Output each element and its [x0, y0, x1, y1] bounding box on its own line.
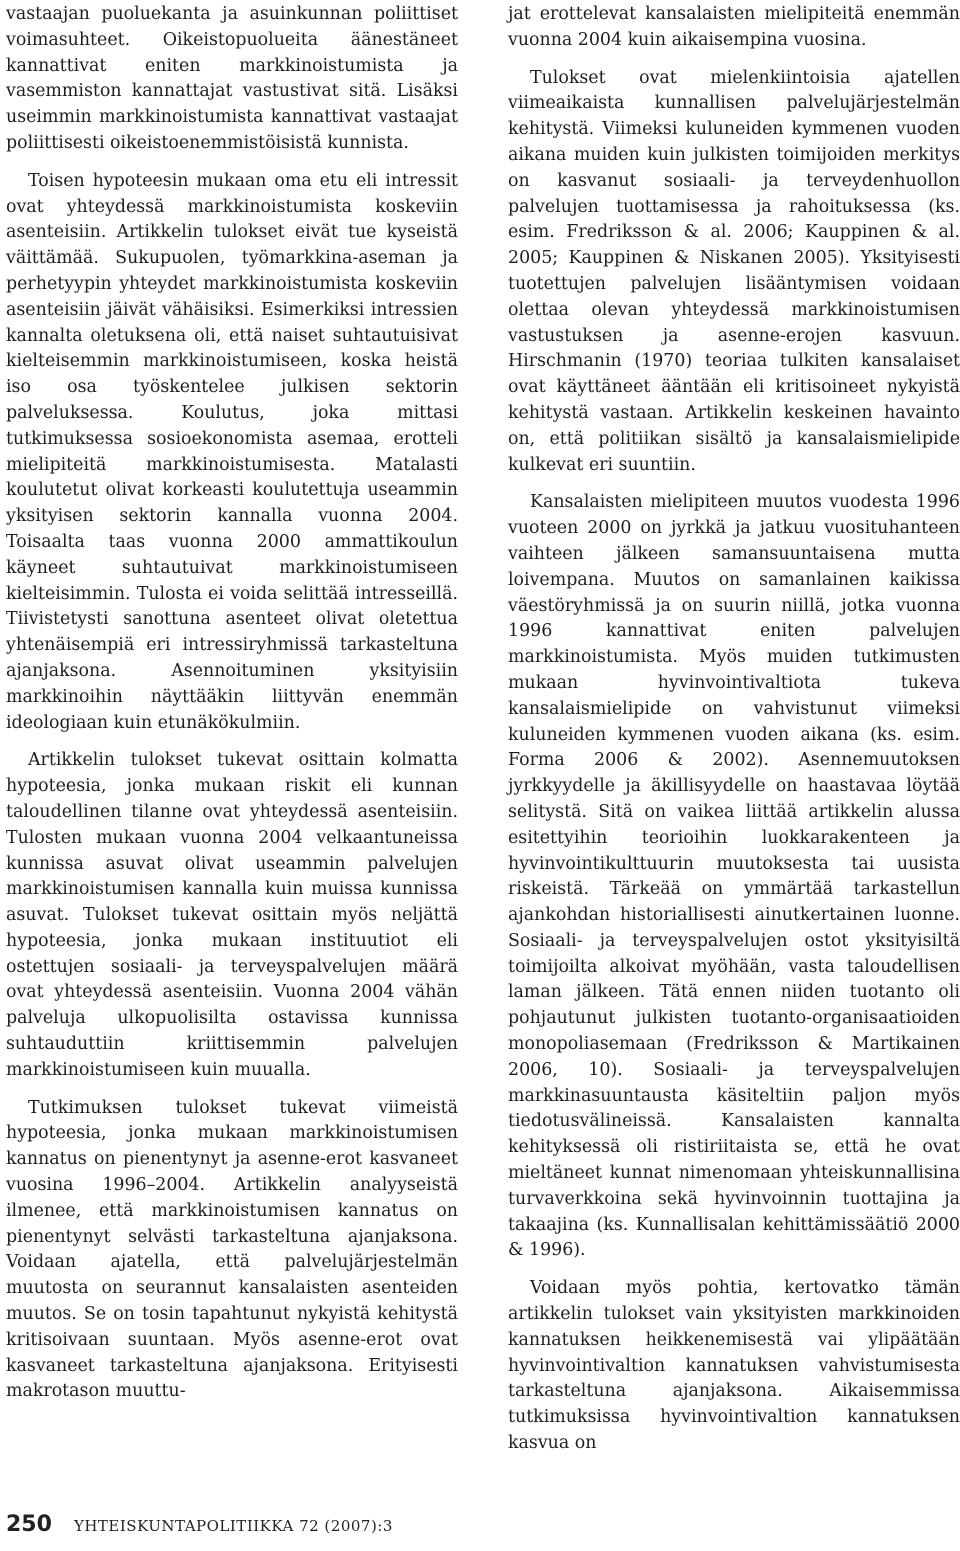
- right-text-column: [508, 2, 960, 1469]
- paragraph: Voidaan myös pohtia, kertovatko tämän artikkelin tulokset vain yksityisten markkinoiden kannatuksen heikkenemisestä vai ylipäätään hyvinvointivaltion kannatuksen vahvistumisesta tarkasteltuna ajanjaksona. Aikaisemmissa tutkimuksissa hyvinvointivaltion kannatuksen kasvua on: [508, 1278, 960, 1454]
- paragraph: jat erottelevat kansalaisten mielipiteitä enemmän vuonna 2004 kuin aikaisempina vuosina.: [508, 4, 960, 50]
- paragraph: Tutkimuksen tulokset tukevat viimeistä hypoteesia, jonka mukaan markkinoistumisen kannatus on pienentynyt ja asenne-erot kasvaneet vuosina 1996–2004. Artikkelin analyyseistä ilmenee, että markkinoistumisen kannatus on pienentynyt selvästi tarkasteltuna ajanjaksona. Voidaan ajatella, että palvelujärjestelmän muutosta on seurannut kansalaisten asenteiden muutos. Se on tosin tapahtunut nykyistä kehitystä kritisoivaan suuntaan. Myös asenne-erot ovat kasvaneet tarkasteltuna ajanjaksona. Erityisesti makrotason muuttu-: [6, 1097, 458, 1402]
- journal-name: YHTEISKUNTAPOLITIIKKA 72 (2007):3: [73, 1517, 393, 1535]
- left-text-column: [6, 2, 458, 1417]
- page-number: 250: [6, 1512, 52, 1537]
- paragraph: Artikkelin tulokset tukevat osittain kolmatta hypoteesia, jonka mukaan riskit eli kunnan taloudellinen tilanne ovat yhteydessä asenteisiin. Tulosten mukaan vuonna 2004 velkaantuneissa kunnissa asuvat olivat useammin palvelujen markkinoistumisen kannalla kuin muissa kunnissa asuvat. Tulokset tukevat osittain myös neljättä hypoteesia, jonka mukaan instituutiot eli ostettujen sosiaali- ja terveyspalvelujen määrä ovat yhteydessä asenteisiin. Vuonna 2004 vähän palveluja ulkopuolisilta ostavissa kunnissa suhtauduttiin kriittisemmin palvelujen markkinoistumiseen kuin muualla.: [6, 750, 458, 1080]
- paragraph: Tulokset ovat mielenkiintoisia ajatellen viimeaikaista kunnallisen palvelujärjestelmän kehitystä. Viimeksi kuluneiden kymmenen vuoden aikana muiden kuin julkisten toimijoiden merkitys on kasvanut sosiaali- ja terveydenhuollon palvelujen tuottamisessa ja rahoituksessa (ks. esim. Fredriksson & al. 2006; Kauppinen & al. 2005; Kauppinen & Niskanen 2005). Yksityisesti tuotettujen palvelujen lisääntymisen voidaan olettaa olevan yhteydessä markkinoistumisen vastustuksen ja asenne-erojen kasvuun. Hirschmanin (1970) teoriaa tulkiten kansalaiset ovat käyttäneet ääntään eli kritisoineet nykyistä kehitystä vastaan. Artikkelin keskeinen havainto on, että politiikan sisältö ja kansalaismielipide kulkevat eri suuntiin.: [508, 67, 960, 475]
- paragraph: vastaajan puoluekanta ja asuinkunnan poliittiset voimasuhteet. Oikeistopuolueita äänestäneet kannattivat eniten markkinoistumista ja vasemmiston kannattajat vastustivat sitä. Lisäksi useimmin markkinoistumista kannattivat vastaajat poliittisesti oikeistoenemmistöisistä kunnista.: [6, 4, 458, 153]
- paragraph: Toisen hypoteesin mukaan oma etu eli intressit ovat yhteydessä markkinoistumista koskeviin asenteisiin. Artikkelin tulokset eivät tue kyseistä väittämää. Sukupuolen, työmarkkina-aseman ja perhetyypin yhteydet markkinoistumista koskeviin asenteisiin jäivät vähäisiksi. Esimerkiksi intressien kannalta oletuksena oli, että naiset suhtautuisivat kielteisemmin markkinoistumiseen, koska heistä iso osa työskentelee julkisen sektorin palveluksessa. Koulutus, joka mittasi tutkimuksessa sosioekonomista asemaa, erotteli mielipiteitä markkinoistumisesta. Matalasti koulutetut olivat korkeasti koulutettuja useammin yksityisen sektorin kannalla vuonna 2004. Toisaalta taas vuonna 2000 ammattikoulun käyneet suhtautuivat markkinoistumiseen kielteisimmin. Tulosta ei voida selittää intresseillä. Tiivistetysti sanottuna asenteet olivat oletettua yhtenäisempiä eri intressiryhmissä tarkasteltuna ajanjaksona. Asennoituminen yksityisiin markkinoihin näyttääkin liittyvän enemmän ideologiaan kuin etunäkökulmiin.: [6, 170, 458, 733]
- page-footer: [6, 1512, 393, 1542]
- paragraph: Kansalaisten mielipiteen muutos vuodesta 1996 vuoteen 2000 on jyrkkä ja jatkuu vuosituhanteen vaihteen jälkeen samansuuntaisena mutta loivempana. Muutos on samanlainen kaikissa väestöryhmissä ja on suurin niillä, jotka vuonna 1996 kannattivat eniten palvelujen markkinoistumista. Myös muiden tutkimusten mukaan hyvinvointivaltiota tukeva kansalaismielipide on vahvistunut viimeksi kuluneiden kymmenen vuoden aikana (ks. esim. Forma 2006 & 2002). Asennemuutoksen jyrkkyydelle ja äkillisyydelle on haastavaa löytää selitystä. Sitä on vaikea liittää artikkelin alussa esitettyihin teorioihin luokkarakenteen ja hyvinvointikulttuurin muutoksesta tai uusista riskeistä. Tärkeää on ymmärtää tarkastellun ajankohdan historiallisesti ainutkertainen luonne. Sosiaali- ja terveyspalvelujen ostot yksityisiltä toimijoilta alkoivat myöhään, vasta taloudellisen laman jälkeen. Tätä ennen niiden tuotanto oli pohjautunut julkisten tuotanto-organisaatioiden monopoliasemaan (Fredriksson & Martikainen 2006, 10). Sosiaali- ja terveyspalvelujen markkinasuuntausta käsiteltiin paljon myös tiedotusvälineissä. Kansalaisten kannalta kehityksessä oli ristiriitaista se, että he ovat mieltäneet kunnat nimenomaan yhteiskunnallisina turvaverkkoina sekä hyvinvoinnin tuottajina ja takaajina (ks. Kunnallisalan kehittämissäätiö 2000 & 1996).: [508, 492, 960, 1261]
